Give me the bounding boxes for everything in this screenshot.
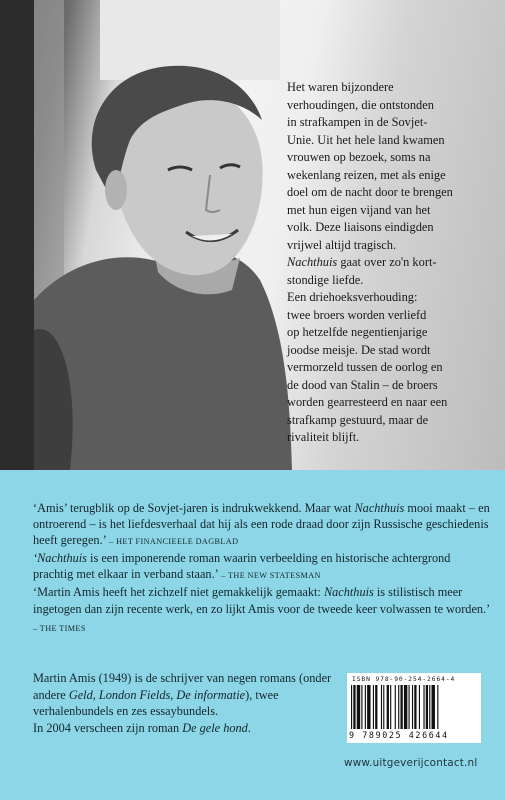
review-the-times (33, 584, 493, 636)
blurb-line: rivaliteit blijft. (287, 430, 360, 444)
barcode-bar (367, 685, 370, 729)
barcode-bar (353, 685, 355, 729)
blurb-line: wekenlang reizen, met als enige (287, 167, 446, 182)
review-text: ‘Amis’ terugblik op de Sovjet-jaren is indrukwekkend. Maar wat (33, 501, 355, 515)
review-source: – THE NEW STATESMAN (218, 571, 321, 581)
blurb-line: volk. Deze liaisons eindigden (287, 220, 434, 234)
publisher-url[interactable]: www.uitgeverijcontact.nl (344, 757, 478, 769)
bio-text: . (247, 720, 251, 735)
isbn-label: ISBN 978-90-254-2664-4 (352, 676, 456, 683)
bio-text: ), twee verhalenbundels en zes essaybundels. (33, 687, 279, 719)
bio-text: In 2004 verscheen zijn roman (33, 720, 183, 735)
barcode-bar (414, 685, 416, 729)
barcode-bar (409, 685, 410, 729)
blurb-text (287, 79, 501, 447)
blurb-line: vrouwen op bezoek, soms na (287, 150, 431, 164)
barcode-bar (404, 685, 407, 729)
blurb-line: doel om de nacht door te brengen (287, 185, 453, 199)
blurb-line: in strafkampen in de Sovjet- (287, 115, 428, 129)
barcode-bar (429, 685, 430, 729)
barcode-bar (357, 685, 360, 729)
barcode-bar (423, 685, 424, 729)
blurb-line: Het waren bijzondere (287, 80, 394, 94)
review-text: is een imponerende roman waarin verbeelding en historische achtergrond prachtig met elkaar in verband staan.’ (33, 551, 451, 582)
barcode-bar (387, 685, 389, 729)
review-source: – HET FINANCIEELE DAGBLAD (106, 537, 239, 547)
blurb-line: op hetzelfde negentienjarige (287, 325, 428, 339)
bio-paragraph (33, 670, 343, 720)
barcode-bars (351, 685, 477, 729)
book-title: Nachthuis (354, 501, 405, 515)
book-title: Nachthuis (323, 585, 374, 600)
bio-paragraph (33, 720, 343, 737)
review-text: ‘Martin Amis heeft het zichzelf niet gemakkelijk gemaakt: (33, 585, 324, 600)
review-source: – THE TIMES (33, 623, 86, 633)
barcode-bar (432, 685, 435, 729)
book-title: ‘Nachthuis (33, 551, 87, 566)
blurb-line: verhoudingen, die ontstonden (287, 97, 434, 112)
barcode-number: 9 789025 426644 (349, 730, 449, 740)
blurb-line: Een driehoeksverhouding: (287, 290, 418, 304)
blurb-line: twee broers worden verliefd (287, 307, 427, 322)
barcode-bar (412, 685, 413, 729)
blurb-line: stondige liefde. (287, 272, 364, 287)
book-title: Nachthuis (287, 255, 338, 269)
blurb-line: met hun eigen vijand van het (287, 202, 431, 217)
review-text: mooi maakt – en ontroerend – is het liefdesverhaal dat hij als een rode draad door zijn Russische geschiedenis heeft geregen.’ (33, 501, 490, 548)
barcode-bar (395, 685, 396, 729)
review-financieele-dagblad (33, 500, 493, 550)
blurb-line: Unie. Uit het hele land kwamen (287, 132, 445, 147)
barcode-bar (390, 685, 391, 729)
review-text: is stilistisch meer ingetogen dan zijn recente werk, en zo lijkt Amis voor de tweede keer volwassen te worden.’ (33, 585, 491, 616)
barcode-bar (361, 685, 362, 729)
blurb-line (287, 254, 501, 272)
blurb-line: worden gearresteerd en naar een (287, 395, 448, 409)
press-reviews (33, 500, 493, 637)
barcode-bar (351, 685, 352, 729)
barcode-bar (373, 685, 374, 729)
barcode-bar (400, 685, 402, 729)
blurb-line: strafkamp gestuurd, maar de (287, 412, 429, 427)
book-title: De gele hond (182, 720, 248, 735)
bio-text: Martin Amis (1949) is de schrijver van negen romans (onder andere (33, 671, 332, 702)
barcode-bar (381, 685, 382, 729)
book-titles: Geld, London Fields, De informatie (68, 687, 246, 702)
blurb-line-text: gaat over zo'n kort- (337, 255, 437, 269)
barcode-bar (365, 685, 366, 729)
barcode-bar (383, 685, 384, 729)
blurb-line: vermorzeld tussen de oorlog en (287, 360, 443, 374)
author-bio (33, 670, 343, 736)
barcode-bar (437, 685, 438, 729)
barcode-bar (375, 685, 377, 729)
blurb-line: de dood van Stalin – de broers (287, 377, 438, 392)
barcode-bar (419, 685, 420, 729)
isbn-barcode (347, 673, 481, 743)
barcode-bar (426, 685, 428, 729)
barcode-bar (398, 685, 399, 729)
blurb-line: joodse meisje. De stad wordt (287, 342, 431, 357)
blurb-line: vrijwel altijd tragisch. (287, 237, 397, 252)
review-new-statesman (33, 550, 493, 584)
